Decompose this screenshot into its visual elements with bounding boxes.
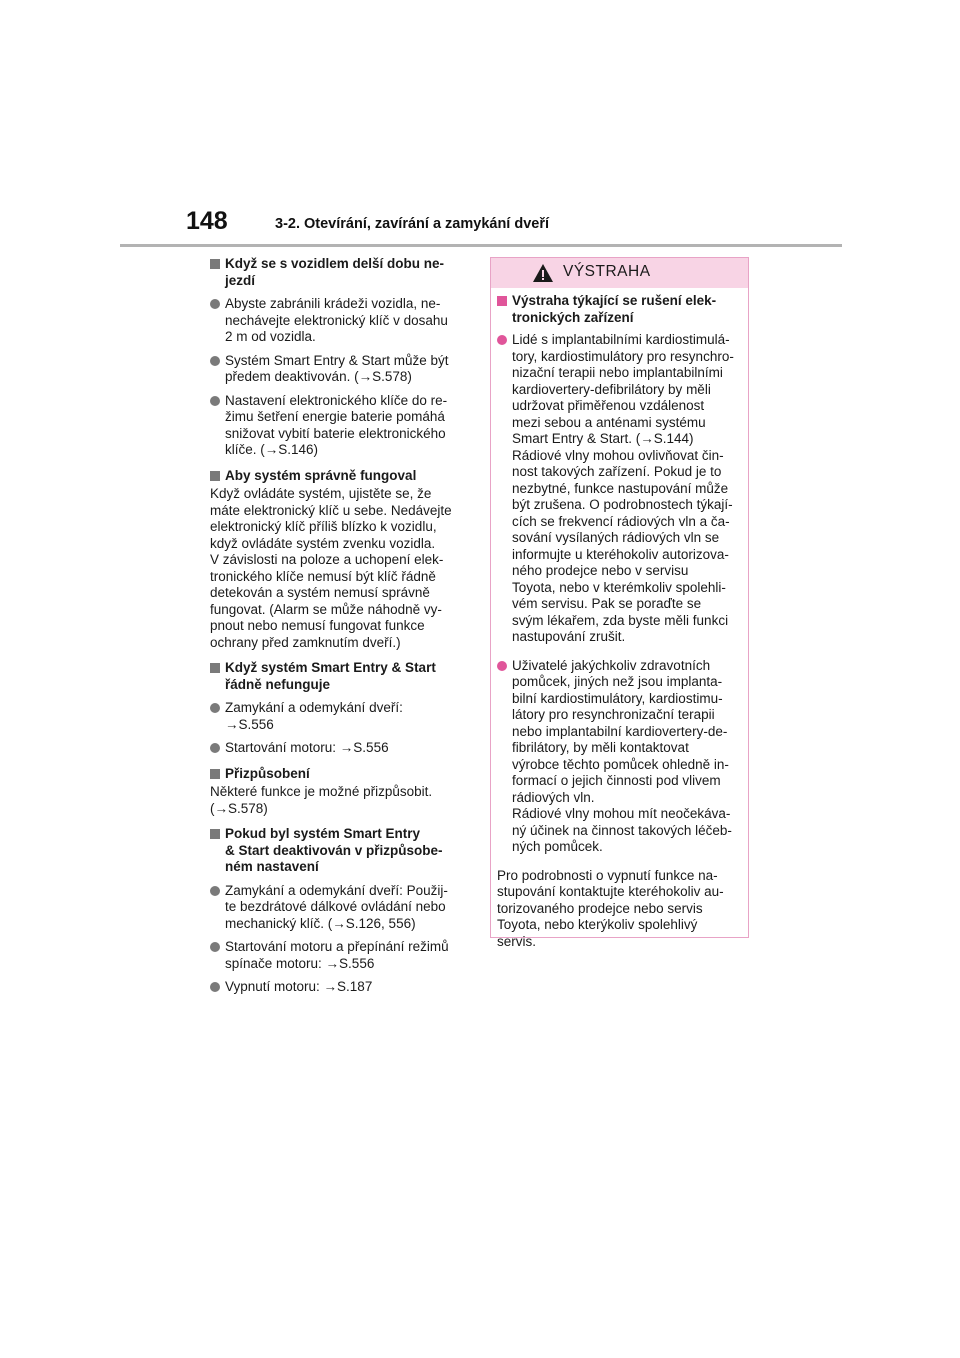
text-line: tronického klíče nemusí být klíč řádně — [210, 568, 436, 584]
text-line: mezi sebou a anténami systému — [512, 414, 706, 430]
text-line: Když se s vozidlem delší dobu ne- — [225, 256, 445, 271]
text-line: →S.556 — [225, 716, 274, 732]
text-line: předem deaktivován. (→S.578) — [225, 369, 412, 384]
text-line: ných pomůcek. — [512, 839, 603, 854]
text-line: detekován a systém nemusí správně — [210, 585, 430, 600]
header-divider — [120, 244, 842, 247]
text-line: 2 m od vozidla. — [225, 329, 316, 344]
text-line: nost takových zařízení. Pokud je to — [512, 464, 722, 479]
text-line: te bezdrátové dálkové ovládání nebo — [225, 899, 446, 914]
text-line: máte elektronický klíč u sebe. Nedávejte — [210, 502, 452, 518]
warning-triangle-icon — [532, 263, 554, 283]
text-line: Lidé s implantabilními kardiostimulá- — [512, 332, 730, 347]
text-line: Zamykání a odemykání dveří: Použij- — [225, 882, 448, 898]
text-line: torizovaného prodejce nebo servis — [497, 900, 703, 916]
text-line: Pro podrobnosti o vypnutí funkce na- — [497, 867, 718, 883]
text-line: kardiovertery-defibrilátory by měli — [512, 381, 711, 397]
text-line: nastupování zrušit. — [512, 629, 626, 644]
main-column — [210, 256, 472, 996]
page-header — [0, 0, 960, 250]
text-line: fibrilátory, by měli kontaktovat — [512, 740, 689, 755]
bullet-item — [210, 700, 472, 733]
paragraph — [210, 784, 472, 817]
text-line: když ovládáte systém zvenku vozidla. — [210, 535, 436, 551]
text-line: bilní kardiostimulátory, kardiostimu- — [512, 690, 723, 706]
text-line: nechávejte elektronický klíč v dosahu — [225, 312, 448, 328]
text-line: snižovat vybití baterie elektronického — [225, 425, 446, 441]
page-number: 148 — [186, 207, 228, 235]
text-line: Nastavení elektronického klíče do re- — [225, 392, 448, 408]
bullet-item — [497, 332, 742, 646]
text-line: jezdí — [225, 272, 256, 288]
text-line: výrobce těchto pomůcek ohledně in- — [512, 756, 729, 772]
text-line: Když ovládáte systém, ujistěte se, že — [210, 486, 432, 501]
subheading — [497, 293, 742, 326]
text-line: cích se frekvencí rádiových vln a ča- — [512, 513, 730, 529]
text-line: Pokud byl systém Smart Entry — [225, 826, 421, 841]
text-line: rádiových vln. — [512, 789, 595, 805]
text-line: Toyota, nebo kterýkoliv spolehlivý — [497, 917, 698, 932]
text-line: Uživatelé jakýchkoliv zdravotních — [512, 657, 711, 673]
paragraph — [210, 486, 472, 651]
subheading — [210, 766, 472, 783]
text-line: pnout nebo nemusí fungovat funkce — [210, 618, 425, 633]
text-line: Výstraha týkající se rušení elek- — [512, 293, 717, 308]
bullet-item — [210, 939, 472, 972]
text-line: ného prodejce nebo v servisu — [512, 563, 689, 578]
text-line: nezbytné, funkce nastupování může — [512, 480, 729, 496]
text-line: vém servisu. Pak se poraďte se — [512, 596, 702, 611]
paragraph — [497, 868, 742, 951]
text-line: ochrany před zamknutím dveří.) — [210, 634, 401, 650]
text-line: informujte u kteréhokoliv autorizova- — [512, 546, 729, 562]
warning-box — [490, 257, 749, 949]
warning-body — [491, 288, 748, 950]
subheading — [210, 256, 472, 289]
warning-header — [491, 258, 748, 288]
text-line: & Start deaktivován v přizpůsobe- — [225, 842, 443, 858]
text-line: Rádiové vlny mohou mít neočekáva- — [512, 806, 731, 821]
section-title: 3-2. Otevírání, zavírání a zamykání dveří — [275, 216, 550, 232]
subheading — [210, 468, 472, 485]
text-line: formací o jejich činnosti pod vlivem — [512, 773, 721, 788]
text-line: Abyste zabránili krádeži vozidla, ne- — [225, 296, 441, 311]
text-line: tory, kardiostimulátory pro resynchro- — [512, 348, 734, 364]
text-line: Startování motoru: →S.556 — [225, 740, 389, 755]
text-line: Toyota, nebo v kterémkoliv spolehli- — [512, 579, 726, 595]
text-line: Zamykání a odemykání dveří: — [225, 700, 403, 715]
text-line: Když systém Smart Entry & Start — [225, 660, 436, 675]
text-line: servis. — [497, 933, 537, 949]
text-line: ný účinek na činnost takových léčeb- — [512, 822, 732, 838]
text-line: řádně nefunguje — [225, 676, 331, 692]
text-line: V závislosti na poloze a uchopení elek- — [210, 552, 444, 567]
text-line: látory pro resynchronizační terapii — [512, 707, 715, 722]
text-line: nebo implantabilní kardiovertery-de- — [512, 723, 728, 739]
bullet-item — [210, 883, 472, 933]
text-line: Přizpůsobení — [225, 765, 310, 781]
text-line: nizační terapii nebo implantabilními — [512, 365, 723, 380]
text-line: klíče. (→S.146) — [225, 442, 319, 457]
text-line: být zrušena. O podrobnostech týkají- — [512, 497, 733, 512]
bullet-item — [210, 740, 472, 757]
bullet-item — [497, 658, 742, 856]
bullet-item — [210, 296, 472, 346]
text-line: fungovat. (Alarm se může náhodně vy- — [210, 601, 442, 617]
text-line: Systém Smart Entry & Start může být — [225, 352, 449, 368]
bullet-item — [210, 393, 472, 459]
text-line: sování vysílaných rádiových vln se — [512, 530, 720, 545]
bullet-item — [210, 353, 472, 386]
text-line: Rádiové vlny mohou ovlivňovat čin- — [512, 447, 724, 463]
text-line: Aby systém správně fungoval — [225, 467, 417, 483]
text-line: Vypnutí motoru: →S.187 — [225, 979, 373, 994]
text-line: Některé funkce je možné přizpůsobit. — [210, 784, 433, 799]
text-line: tronických zařízení — [512, 309, 634, 325]
text-line: svým lékařem, zda byste měli funkci — [512, 612, 729, 628]
subheading — [210, 660, 472, 693]
warning-title: VÝSTRAHA — [563, 263, 651, 280]
text-line: pomůcek, jiných než jsou implanta- — [512, 674, 723, 689]
text-line: elektronický klíč příliš blízko k vozidlu, — [210, 519, 437, 534]
text-line: žimu šetření energie baterie pomáhá — [225, 409, 445, 424]
subheading — [210, 826, 472, 876]
text-line: Smart Entry & Start. (→S.144) — [512, 431, 694, 446]
text-line: mechanický klíč. (→S.126, 556) — [225, 915, 416, 931]
text-line: udržovat přiměřenou vzdálenost — [512, 398, 705, 413]
text-line: Startování motoru a přepínání režimů — [225, 939, 449, 954]
text-line: ném nastavení — [225, 859, 319, 874]
text-line: spínače motoru: →S.556 — [225, 955, 375, 971]
text-line: (→S.578) — [210, 800, 268, 816]
text-line: stupování kontaktujte kteréhokoliv au- — [497, 884, 724, 899]
bullet-item — [210, 979, 472, 996]
